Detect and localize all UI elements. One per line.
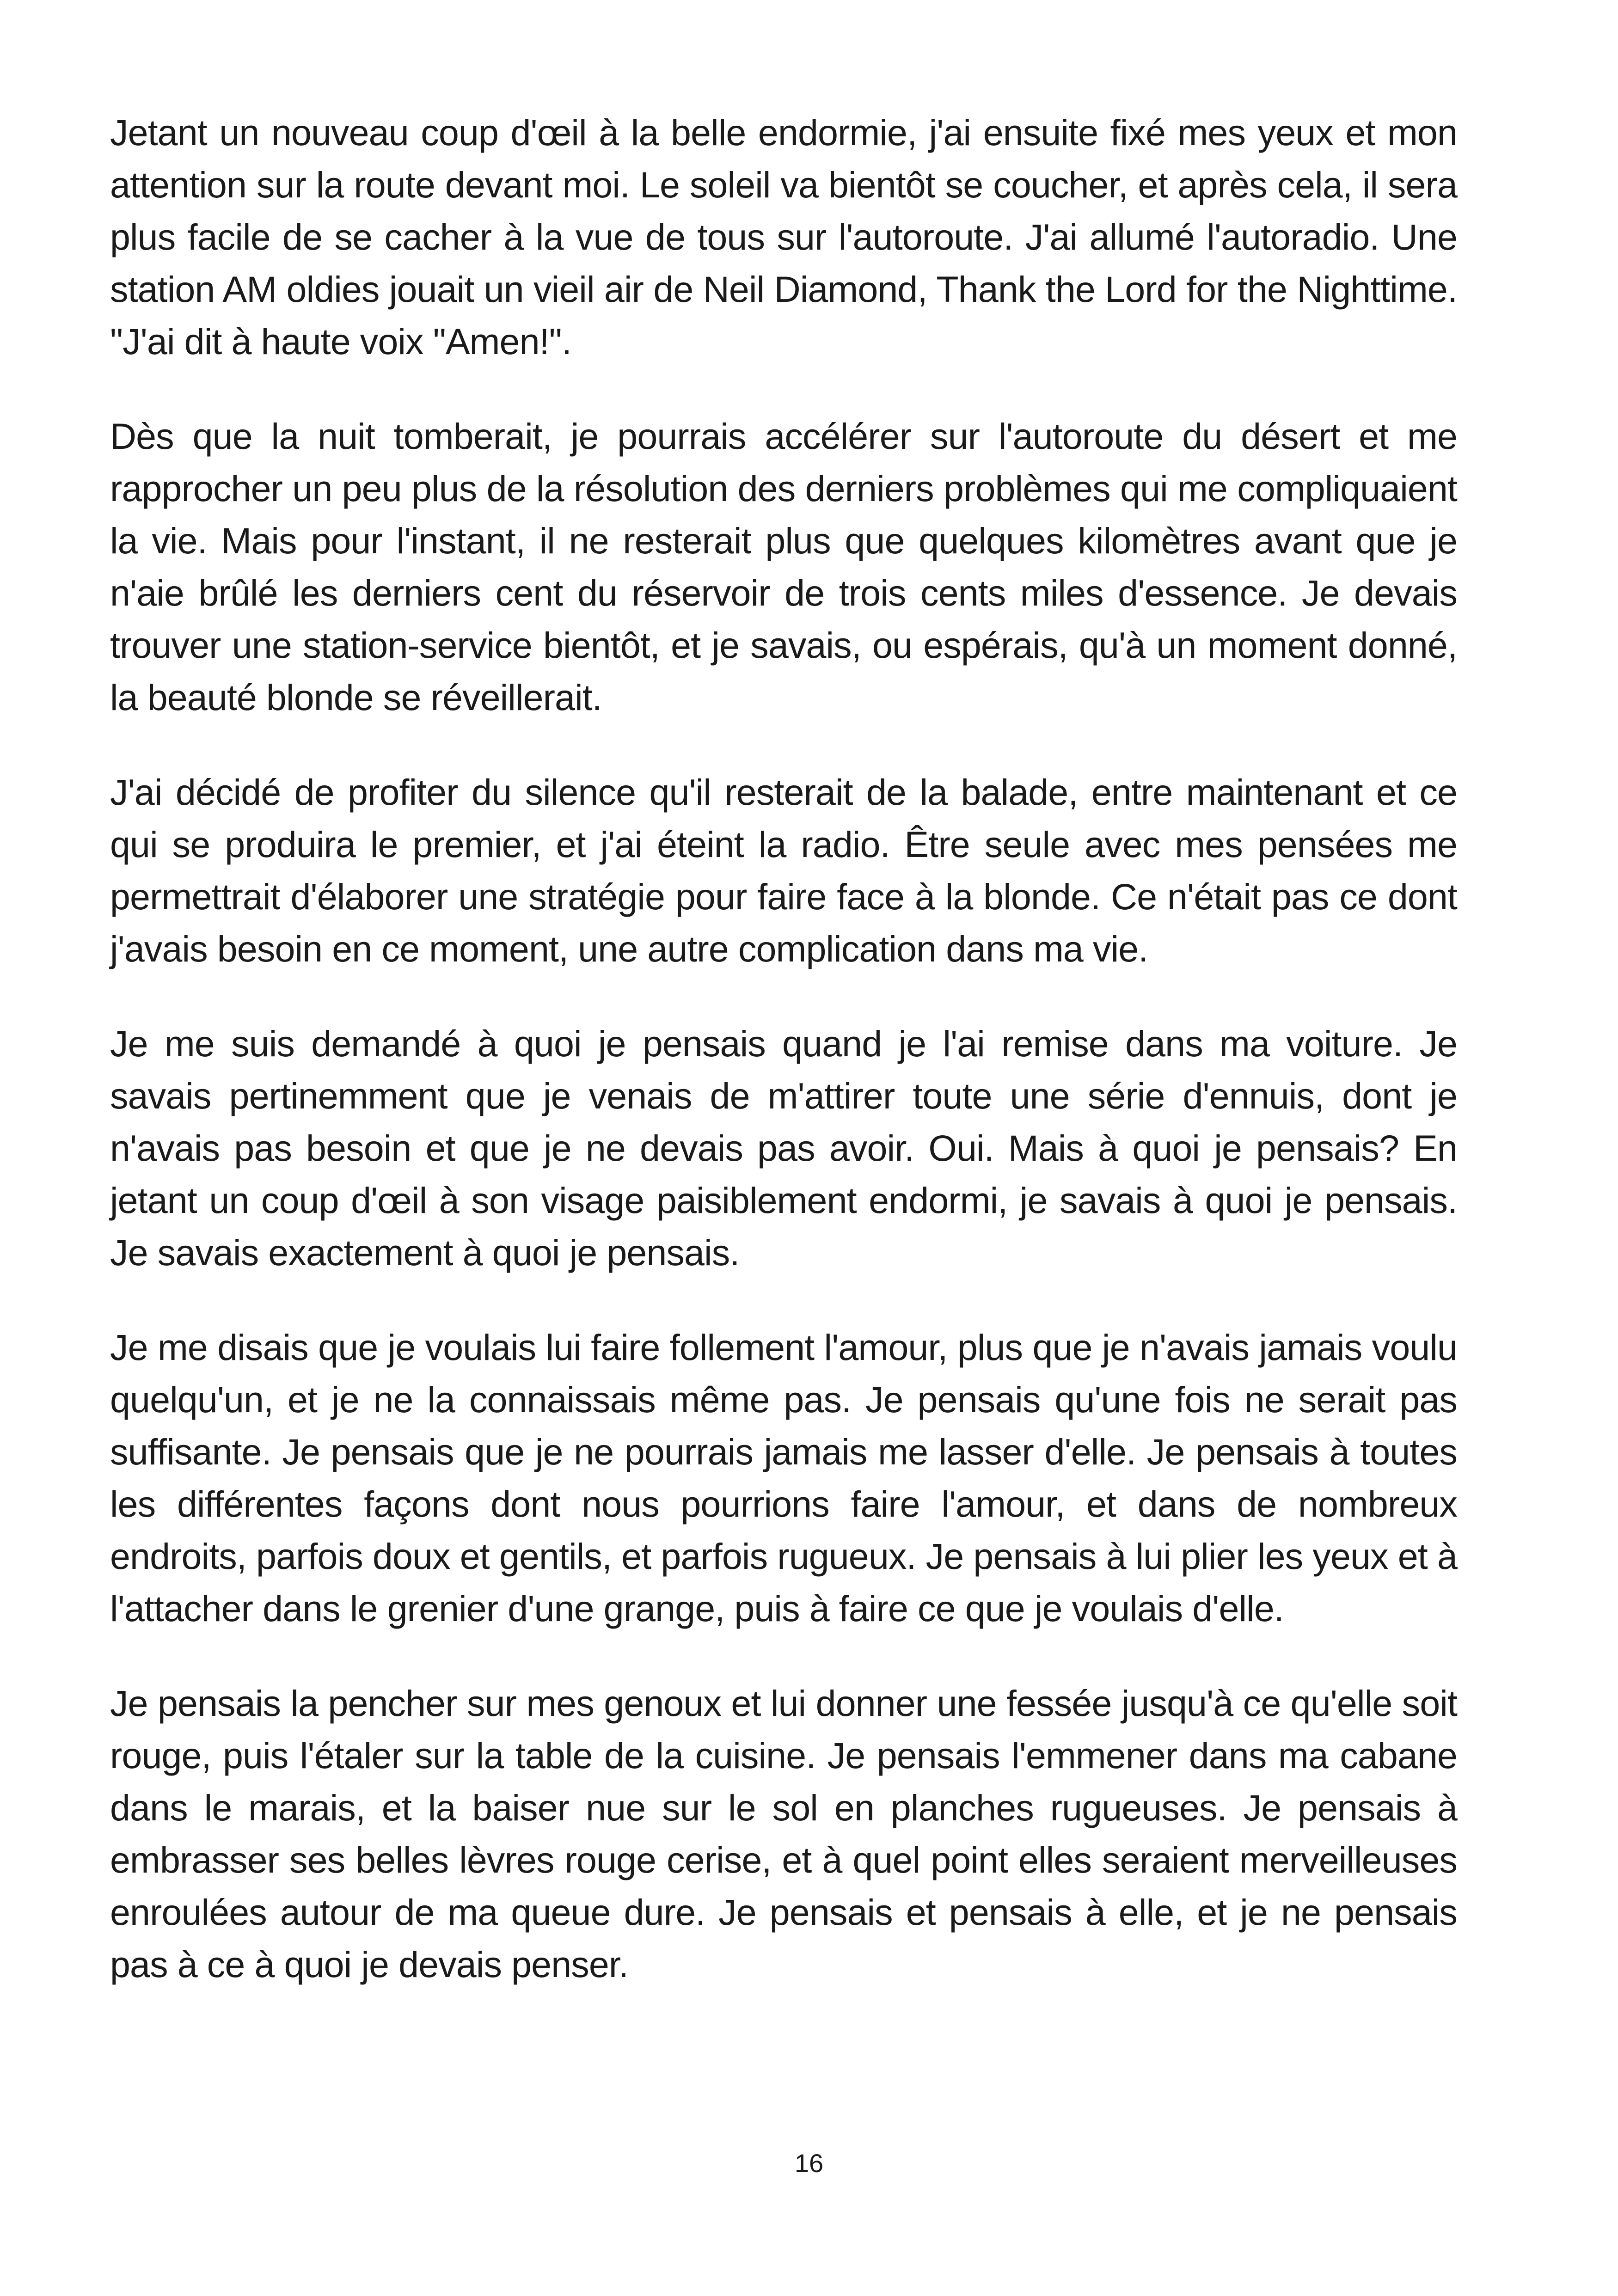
paragraph-5: Je me disais que je voulais lui faire follement l'amour, plus que je n'avais jamais voulu quelqu'un, et je ne la connaissais même pas. Je pensais qu'une fois ne serait pas suffisante. Je pensais que je ne pourrais jamais me lasser d'elle. Je pensais à toutes les différentes façons dont nous pourrions faire l'amour, et dans de nombreux endroits, parfois doux et gentils, et parfois rugueux. Je pensais à lui plier les yeux et à l'attacher dans le grenier d'une grange, puis à faire ce que je voulais d'elle. xyxy=(110,1327,1457,1629)
paragraph-4: Je me suis demandé à quoi je pensais quand je l'ai remise dans ma voiture. Je savais pertinemment que je venais de m'attirer toute une série d'ennuis, dont je n'avais pas besoin et que je ne devais pas avoir. Oui. Mais à quoi je pensais? En jetant un coup d'œil à son visage paisiblement endormi, je savais à quoi je pensais. Je savais exactement à quoi je pensais. xyxy=(110,1023,1457,1273)
paragraph-6: Je pensais la pencher sur mes genoux et lui donner une fessée jusqu'à ce qu'elle soit rouge, puis l'étaler sur la table de la cuisine. Je pensais l'emmener dans ma cabane dans le marais, et la baiser nue sur le sol en planches rugueuses. Je pensais à embrasser ses belles lèvres rouge cerise, et à quel point elles seraient merveilleuses enroulées autour de ma queue dure. Je pensais et pensais à elle, et je ne pensais pas à ce à quoi je devais penser. xyxy=(110,1683,1457,1985)
body-text xyxy=(110,106,1457,1990)
paragraph-3: J'ai décidé de profiter du silence qu'il resterait de la balade, entre maintenant et ce qui se produira le premier, et j'ai éteint la radio. Être seule avec mes pensées me permettrait d'élaborer une stratégie pour faire face à la blonde. Ce n'était pas ce dont j'avais besoin en ce moment, une autre complication dans ma vie. xyxy=(110,771,1457,969)
paragraph-2: Dès que la nuit tomberait, je pourrais accélérer sur l'autoroute du désert et me rapprocher un peu plus de la résolution des derniers problèmes qui me compliquaient la vie. Mais pour l'instant, il ne resterait plus que quelques kilomètres avant que je n'aie brûlé les derniers cent du réservoir de trois cents miles d'essence. Je devais trouver une station-service bientôt, et je savais, ou espérais, qu'à un moment donné, la beauté blonde se réveillerait. xyxy=(110,416,1457,718)
paragraph-1: Jetant un nouveau coup d'œil à la belle endormie, j'ai ensuite fixé mes yeux et mon attention sur la route devant moi. Le soleil va bientôt se coucher, et après cela, il sera plus facile de se cacher à la vue de tous sur l'autoroute. J'ai allumé l'autoradio. Une station AM oldies jouait un vieil air de Neil Diamond, Thank the Lord for the Nighttime. "J'ai dit à haute voix "Amen!". xyxy=(110,112,1457,362)
page-number: 16 xyxy=(794,2149,824,2178)
